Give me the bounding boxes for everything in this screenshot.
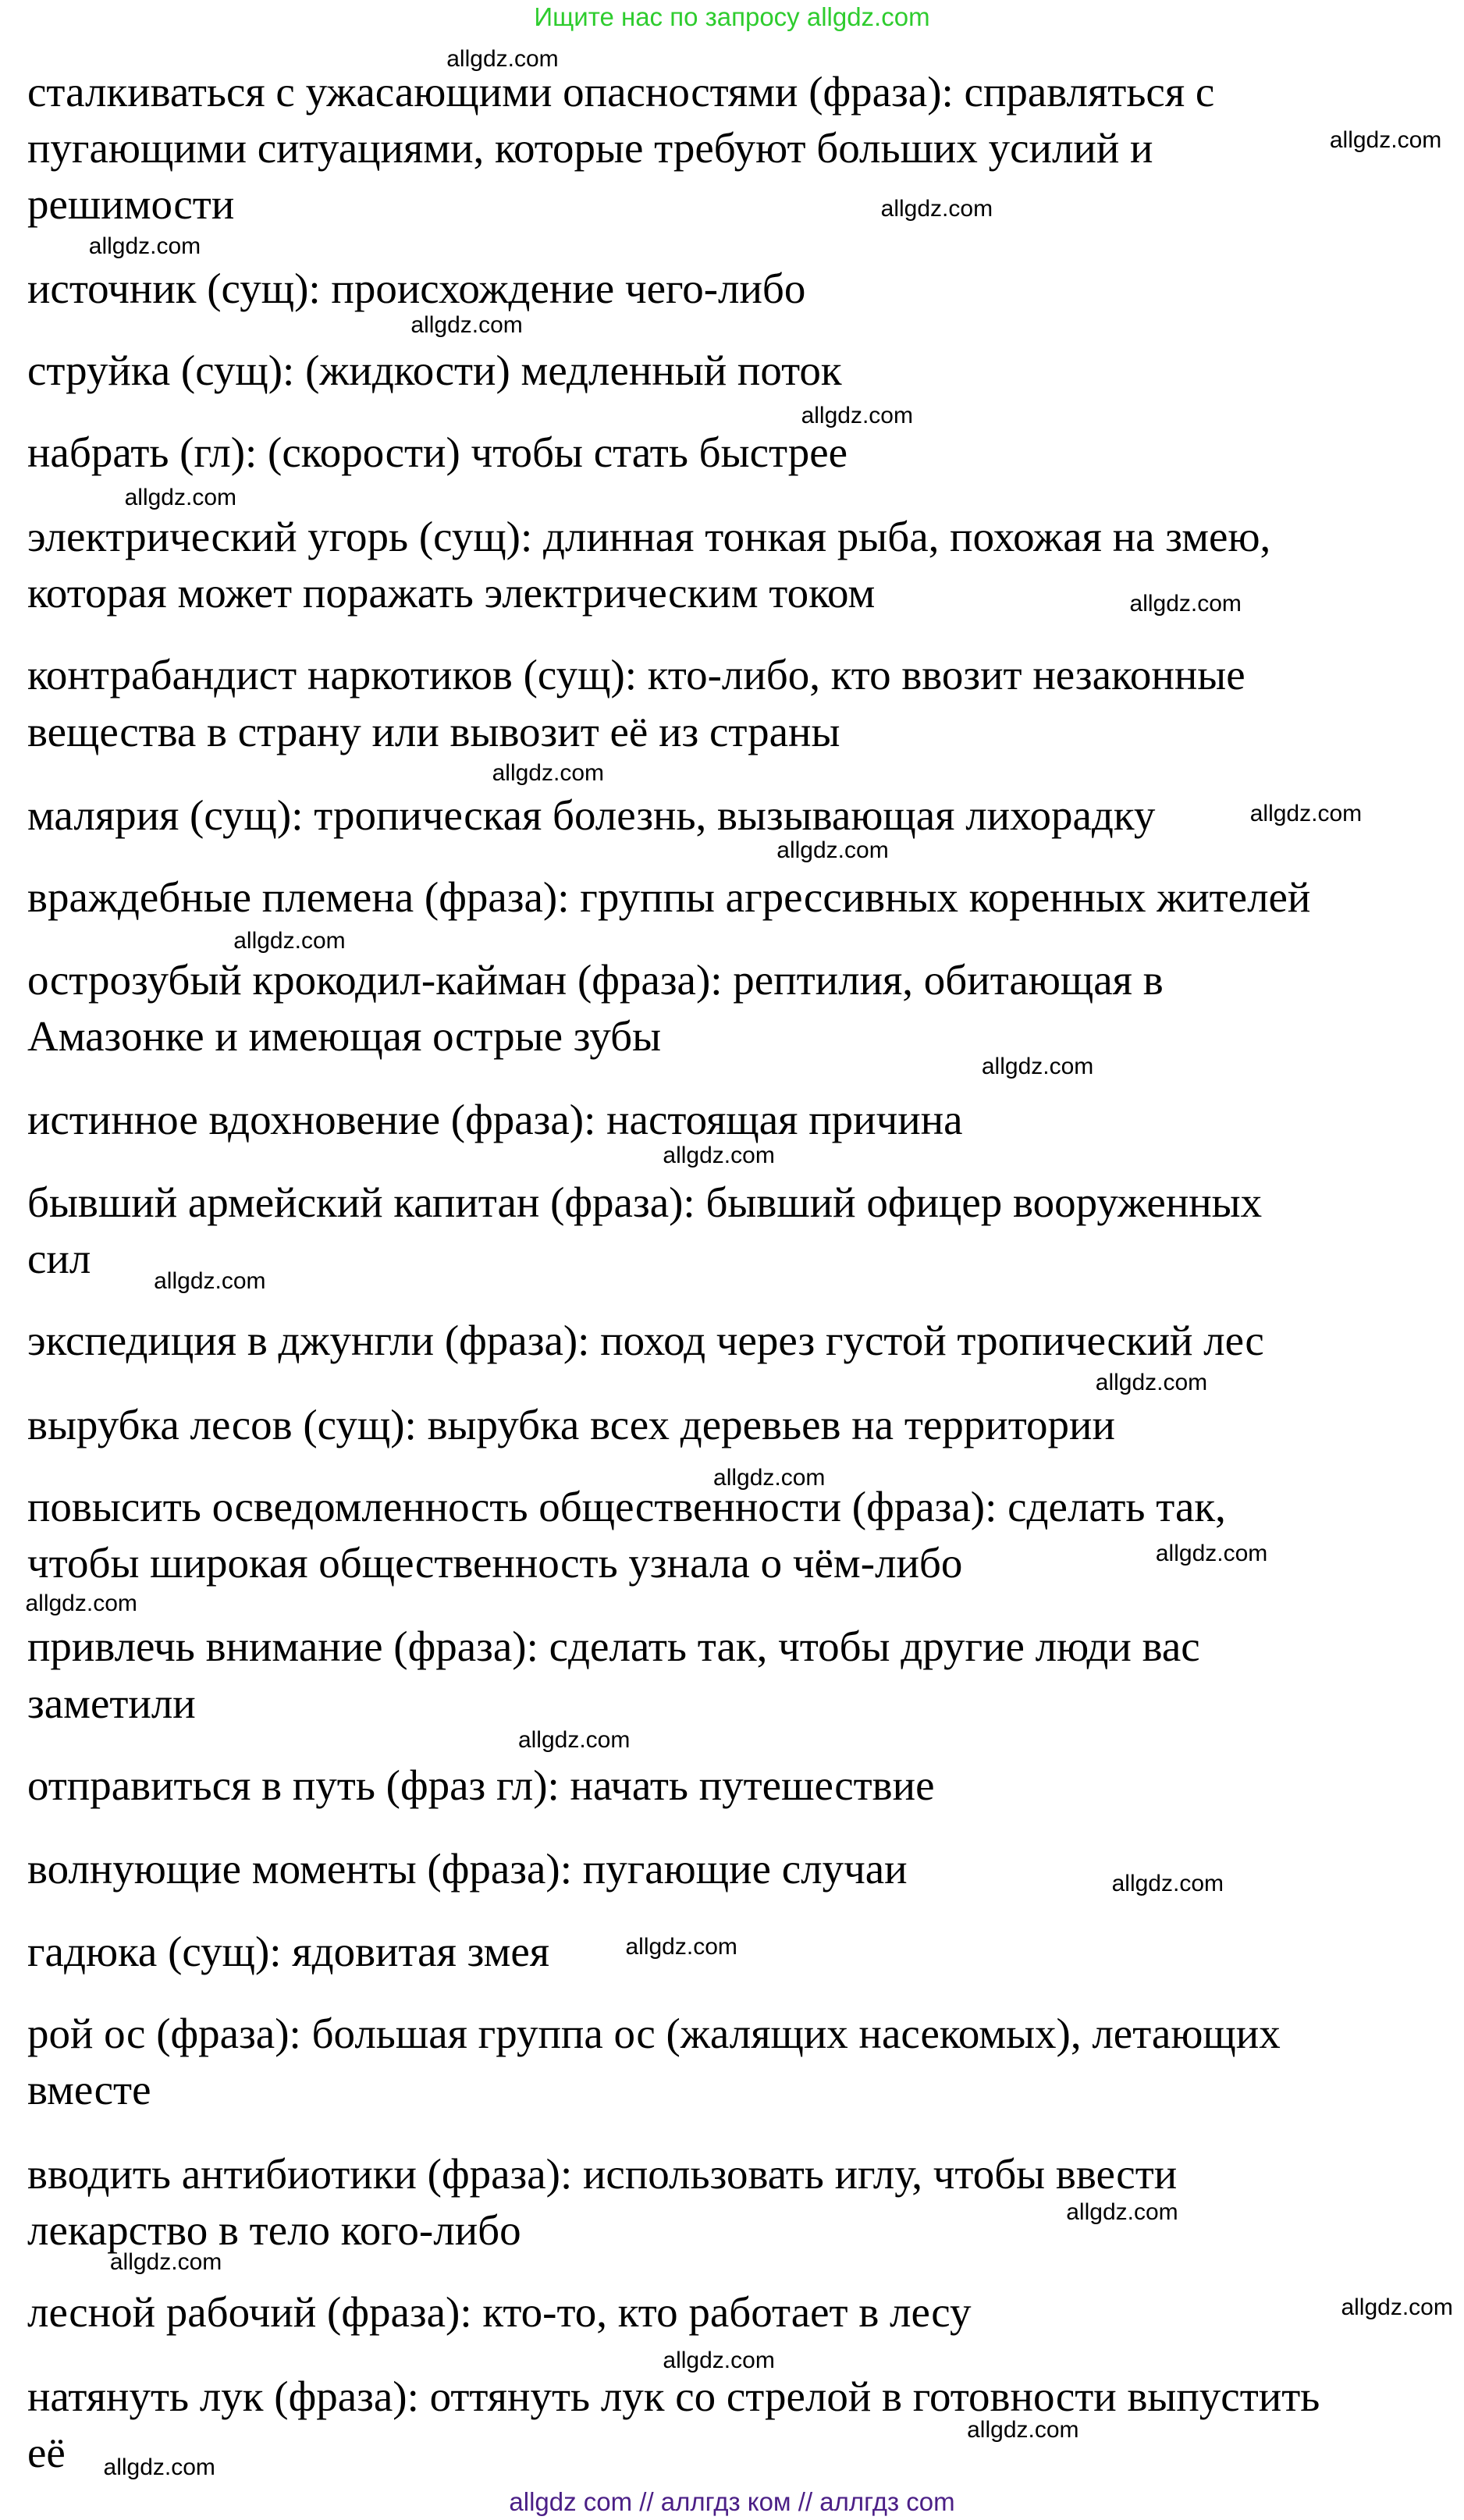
glossary-entry-line: бывший армейский капитан (фраза): бывший офицер вооруженных: [27, 1178, 1263, 1226]
watermark-text: allgdz.com: [109, 2249, 222, 2276]
glossary-entry-line: повысить осведомленность общественности (фраза): сделать так,: [27, 1482, 1226, 1530]
glossary-entry-line: заметили: [27, 1679, 196, 1727]
watermark-text: allgdz.com: [25, 1590, 137, 1616]
search-hint-banner: Ищите нас по запросу allgdz.com: [534, 2, 930, 31]
glossary-entry-line: набрать (гл): (скорости) чтобы стать быстрее: [27, 428, 848, 477]
watermark-text: allgdz.com: [981, 1054, 1094, 1080]
watermark-text: allgdz.com: [1341, 2294, 1453, 2321]
glossary-entry-line: отправиться в путь (фраз гл): начать путешествие: [27, 1761, 935, 1810]
glossary-entry-line: лекарство в тело кого-либо: [27, 2206, 521, 2255]
glossary-entry-line: которая может поражать электрическим током: [27, 568, 876, 617]
glossary-entry-line: лесной рабочий (фраза): кто-то, кто работает в лесу: [27, 2288, 972, 2337]
watermark-text: allgdz.com: [1111, 1870, 1224, 1896]
glossary-entry-line: гадюка (сущ): ядовитая змея: [27, 1927, 550, 1975]
glossary-entry-line: вещества в страну или вывозит её из страны: [27, 707, 840, 755]
watermark-text: allgdz.com: [1066, 2199, 1178, 2226]
watermark-text: allgdz.com: [446, 46, 559, 73]
glossary-entry-line: враждебные племена (фраза): группы агрессивных коренных жителей: [27, 873, 1311, 922]
glossary-entry-line: электрический угорь (сущ): длинная тонкая рыба, похожая на змею,: [27, 512, 1271, 560]
glossary-entry-line: чтобы широкая общественность узнала о чём-либо: [27, 1539, 963, 1587]
glossary-entry-line: вырубка лесов (сущ): вырубка всех деревьев на территории: [27, 1400, 1115, 1448]
glossary-entry-line: острозубый крокодил-кайман (фраза): рептилия, обитающая в: [27, 955, 1164, 1004]
watermark-text: allgdz.com: [880, 196, 993, 222]
glossary-entry-line: малярия (сущ): тропическая болезнь, вызывающая лихорадку: [27, 791, 1156, 839]
watermark-text: allgdz.com: [1249, 800, 1363, 826]
watermark-text: allgdz.com: [776, 837, 889, 864]
watermark-text: allgdz.com: [1095, 1369, 1208, 1395]
watermark-text: allgdz.com: [967, 2417, 1079, 2444]
watermark-text: allgdz.com: [233, 927, 346, 954]
glossary-entry-line: сил: [27, 1234, 91, 1282]
glossary-entry-line: её: [27, 2428, 66, 2476]
glossary-entry-line: контрабандист наркотиков (сущ): кто-либо, кто ввозит незаконные: [27, 651, 1245, 699]
glossary-entry-line: привлечь внимание (фраза): сделать так, чтобы другие люди вас: [27, 1623, 1200, 1671]
glossary-entry-line: сталкиваться с ужасающими опасностями (фраза): справляться с: [27, 67, 1215, 116]
watermark-text: allgdz.com: [713, 1464, 826, 1491]
watermark-text: allgdz.com: [88, 233, 201, 259]
glossary-entry-line: экспедиция в джунгли (фраза): поход через густой тропический лес: [27, 1317, 1264, 1365]
watermark-text: allgdz.com: [625, 1933, 737, 1960]
watermark-text: allgdz.com: [663, 2348, 775, 2374]
watermark-text: allgdz.com: [492, 760, 604, 787]
glossary-entry-line: пугающими ситуациями, которые требуют больших усилий и: [27, 124, 1153, 172]
footer-site-names: allgdz com // аллгдз ком // аллгдз com: [509, 2487, 955, 2516]
glossary-entry-line: натянуть лук (фраза): оттянуть лук со стрелой в готовности выпустить: [27, 2372, 1320, 2420]
watermark-text: allgdz.com: [801, 402, 913, 428]
watermark-text: allgdz.com: [1129, 591, 1242, 617]
glossary-entry-line: решимости: [27, 180, 235, 229]
glossary-entry-line: волнующие моменты (фраза): пугающие случаи: [27, 1845, 908, 1893]
glossary-entry-line: Амазонке и имеющая острые зубы: [27, 1011, 662, 1060]
watermark-text: allgdz.com: [517, 1727, 631, 1754]
watermark-text: allgdz.com: [410, 312, 523, 339]
watermark-text: allgdz.com: [103, 2454, 215, 2480]
glossary-entry-line: источник (сущ): происхождение чего-либо: [27, 264, 806, 312]
glossary-entry-line: истинное вдохновение (фраза): настоящая причина: [27, 1096, 963, 1144]
watermark-text: allgdz.com: [154, 1267, 266, 1294]
watermark-text: allgdz.com: [124, 485, 237, 511]
watermark-text: allgdz.com: [1155, 1540, 1268, 1566]
glossary-entry-line: вводить антибиотики (фраза): использовать иглу, чтобы ввести: [27, 2149, 1178, 2198]
watermark-text: allgdz.com: [663, 1142, 775, 1168]
watermark-text: allgdz.com: [1329, 126, 1442, 153]
glossary-entry-line: рой ос (фраза): большая группа ос (жалящих насекомых), летающих: [27, 2010, 1281, 2058]
glossary-entry-line: струйка (сущ): (жидкости) медленный поток: [27, 347, 842, 394]
glossary-entry-line: вместе: [27, 2066, 151, 2114]
